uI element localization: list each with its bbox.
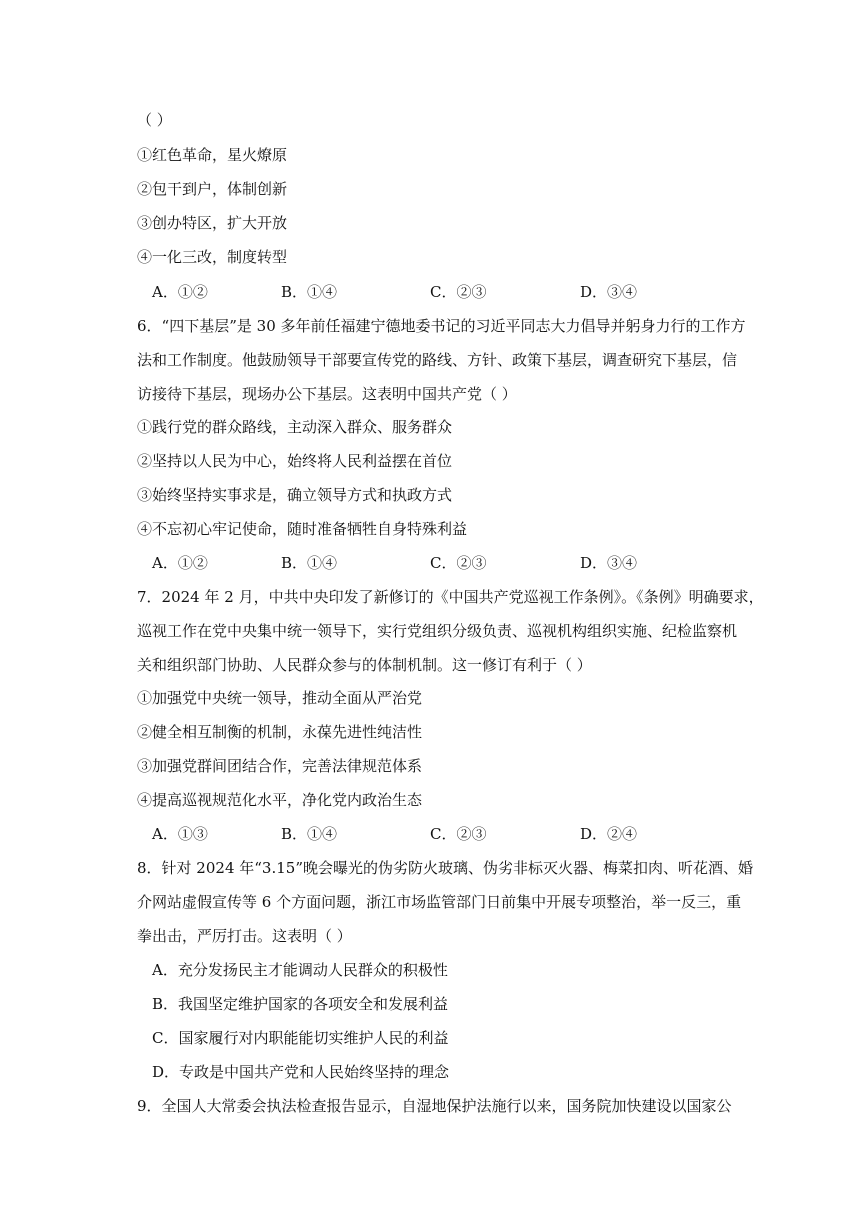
q5-options	[152, 282, 752, 302]
q7-item-1: ①加强党中央统一领导，推动全面从严治党	[137, 689, 423, 707]
q7-item-2: ②健全相互制衡的机制，永葆先进性纯洁性	[137, 723, 423, 741]
q6-stem-line-1: 6．“四下基层”是 30 多年前任福建宁德地委书记的习近平同志大力倡导并躬身力行的工作方	[137, 317, 746, 335]
q6-options	[152, 553, 752, 573]
q7-stem-line-2: 巡视工作在党中央集中统一领导下，实行党组织分级负责、巡视机构组织实施、纪检监察机	[137, 622, 738, 640]
q6-option-a: A．①②	[152, 554, 208, 572]
q5-option-d: D．③④	[580, 283, 638, 301]
q6-option-c: C．②③	[430, 554, 487, 572]
q5-option-b: B．①④	[281, 283, 338, 301]
q5-item-4: ④一化三改，制度转型	[137, 248, 288, 266]
q8-stem-line-3: 拳出击，严厉打击。这表明（ ）	[137, 927, 352, 945]
q8-choice-c: C．国家履行对内职能能切实维护人民的利益	[152, 1029, 449, 1047]
q8-stem-line-2: 介网站虚假宣传等 6 个方面问题，浙江市场监管部门日前集中开展专项整治，举一反三，重	[137, 893, 742, 911]
q6-stem-line-3: 访接待下基层，现场办公下基层。这表明中国共产党（ ）	[137, 385, 517, 403]
q7-item-3: ③加强党群间团结合作，完善法律规范体系	[137, 757, 423, 775]
q7-option-c: C．②③	[430, 825, 487, 843]
q5-item-3: ③创办特区，扩大开放	[137, 214, 288, 232]
q6-option-d: D．③④	[580, 554, 638, 572]
q8-choice-b: B．我国坚定维护国家的各项安全和发展利益	[152, 995, 449, 1013]
q5-option-a: A．①②	[152, 283, 208, 301]
q7-option-b: B．①④	[281, 825, 338, 843]
q7-option-a: A．①③	[152, 825, 208, 843]
q6-item-2: ②坚持以人民为中心，始终将人民利益摆在首位	[137, 452, 453, 470]
q6-item-4: ④不忘初心牢记使命，随时准备牺牲自身特殊利益	[137, 520, 468, 538]
q8-choice-a: A．充分发扬民主才能调动人民群众的积极性	[152, 961, 448, 979]
q7-item-4: ④提高巡视规范化水平，净化党内政治生态	[137, 791, 423, 809]
q6-item-1: ①践行党的群众路线，主动深入群众、服务群众	[137, 418, 453, 436]
q5-option-c: C．②③	[430, 283, 487, 301]
q9-stem-line-1: 9．全国人大常委会执法检查报告显示，自湿地保护法施行以来，国务院加快建设以国家公	[137, 1097, 732, 1115]
q7-options	[152, 824, 752, 844]
q7-stem-line-3: 关和组织部门协助、人民群众参与的体制机制。这一修订有利于（ ）	[137, 656, 592, 674]
q5-item-1: ①红色革命，星火燎原	[137, 146, 288, 164]
q7-stem-line-1: 7．2024 年 2 月，中共中央印发了新修订的《中国共产党巡视工作条例》。《条例》明确要求，	[137, 588, 764, 606]
q7-option-d: D．②④	[580, 825, 638, 843]
q6-item-3: ③始终坚持实事求是，确立领导方式和执政方式	[137, 486, 453, 504]
q6-stem-line-2: 法和工作制度。他鼓励领导干部要宣传党的路线、方针、政策下基层，调查研究下基层，信	[137, 351, 738, 369]
q5-answer-bracket: （ ）	[137, 111, 172, 129]
q5-item-2: ②包干到户，体制创新	[137, 180, 288, 198]
q8-stem-line-1: 8．针对 2024 年“3.15”晚会曝光的伪劣防火玻璃、伪劣非标灭火器、梅菜扣肉、听花酒、婚	[137, 859, 753, 877]
q8-choice-d: D．专政是中国共产党和人民始终坚持的理念	[152, 1063, 450, 1081]
q6-option-b: B．①④	[281, 554, 338, 572]
